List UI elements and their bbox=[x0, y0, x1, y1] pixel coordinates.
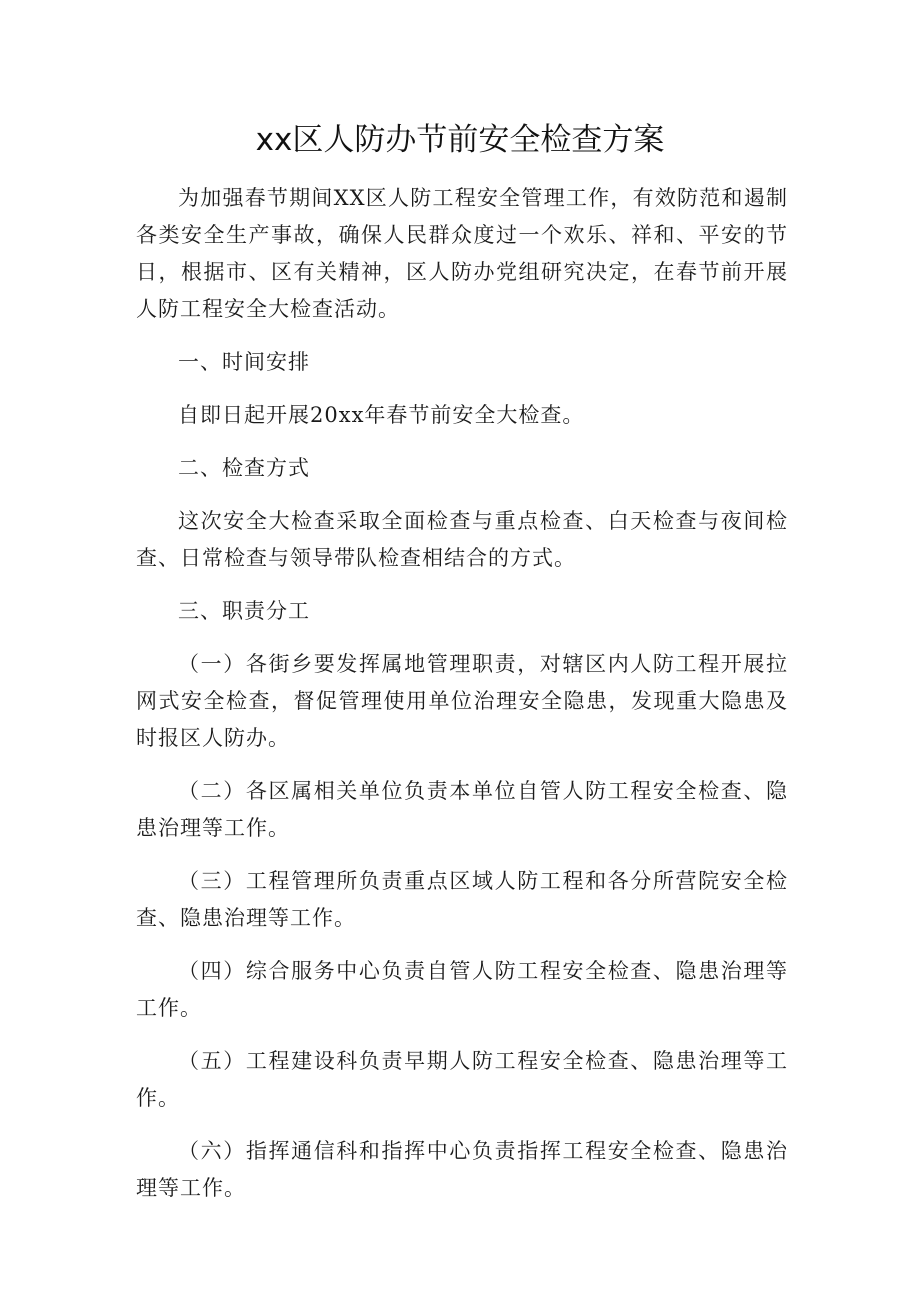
duty-item-1: （一）各街乡要发挥属地管理职责，对辖区内人防工程开展拉网式安全检查，督促管理使用单位治理安全隐患，发现重大隐患及时报区人防办。 bbox=[136, 652, 788, 750]
section-heading-duties: 三、职责分工 bbox=[178, 599, 310, 623]
duty-item-4: （四）综合服务中心负责自管人防工程安全检查、隐患治理等工作。 bbox=[136, 959, 788, 1020]
section-heading-method: 二、检查方式 bbox=[178, 456, 310, 480]
method-paragraph: 这次安全大检查采取全面检查与重点检查、白天检查与夜间检查、日常检查与领导带队检查相结合的方式。 bbox=[136, 509, 788, 570]
duty-item-5: （五）工程建设科负责早期人防工程安全检查、隐患治理等工作。 bbox=[136, 1049, 788, 1110]
intro-paragraph: 为加强春节期间XX区人防工程安全管理工作，有效防范和遏制各类安全生产事故，确保人民群众度过一个欢乐、祥和、平安的节日，根据市、区有关精神，区人防办党组研究决定，在春节前开展人防工程安全大检查活动。 bbox=[136, 186, 788, 321]
document-body bbox=[136, 180, 788, 1207]
document-title: xx区人防办节前安全检查方案 bbox=[255, 122, 665, 158]
section-heading-schedule: 一、时间安排 bbox=[178, 350, 310, 374]
duty-item-3: （三）工程管理所负责重点区域人防工程和各分所营院安全检查、隐患治理等工作。 bbox=[136, 869, 788, 930]
duty-item-6: （六）指挥通信科和指挥中心负责指挥工程安全检查、隐患治理等工作。 bbox=[136, 1139, 788, 1200]
schedule-paragraph: 自即日起开展20xx年春节前安全大检查。 bbox=[178, 403, 585, 427]
duty-item-2: （二）各区属相关单位负责本单位自管人防工程安全检查、隐患治理等工作。 bbox=[136, 779, 788, 840]
